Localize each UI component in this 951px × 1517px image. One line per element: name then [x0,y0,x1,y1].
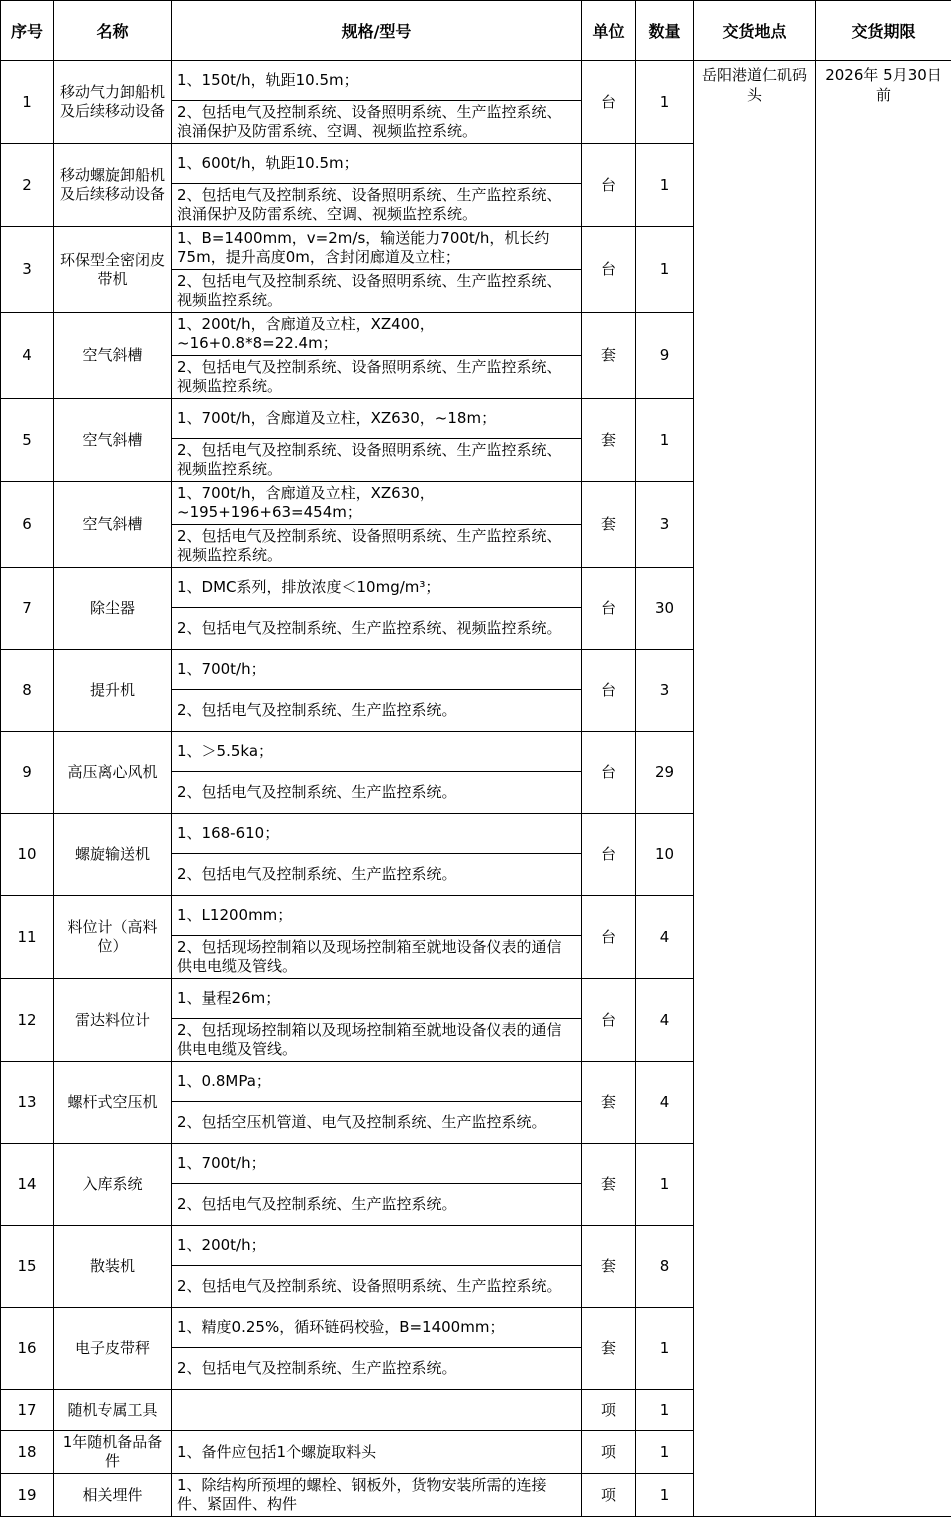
row-number-cell: 10 [1,814,54,896]
spec-cell: 2、包括电气及控制系统、设备照明系统、生产监控系统、视频监控系统。 [172,356,582,399]
spec-cell: 2、包括电气及控制系统、设备照明系统、生产监控系统、视频监控系统。 [172,439,582,482]
unit-cell: 套 [582,313,636,399]
unit-cell: 台 [582,568,636,650]
row-number-cell: 6 [1,482,54,568]
unit-cell: 台 [582,227,636,313]
quantity-cell: 1 [636,144,694,227]
spec-cell: 2、包括现场控制箱以及现场控制箱至就地设备仪表的通信供电电缆及管线。 [172,1019,582,1062]
quantity-cell: 1 [636,1144,694,1226]
table-row [1,61,951,101]
spec-cell: 2、包括电气及控制系统、设备照明系统、生产监控系统、浪涌保护及防雷系统、空调、视频监控系统。 [172,184,582,227]
unit-cell: 台 [582,896,636,979]
item-name-cell: 提升机 [54,650,172,732]
unit-cell: 台 [582,814,636,896]
unit-cell: 台 [582,144,636,227]
spec-cell: 1、700t/h； [172,1144,582,1184]
quantity-cell: 1 [636,61,694,144]
spec-cell: 1、备件应包括1个螺旋取料头 [172,1431,582,1474]
item-name-cell: 散装机 [54,1226,172,1308]
spec-cell: 1、量程26m； [172,979,582,1019]
spec-cell: 2、包括电气及控制系统、生产监控系统。 [172,854,582,896]
row-number-cell: 3 [1,227,54,313]
unit-cell: 台 [582,732,636,814]
row-number-cell: 8 [1,650,54,732]
header-delivery-deadline: 交货期限 [816,1,951,61]
table-header-row [1,1,951,61]
row-number-cell: 5 [1,399,54,482]
spec-cell: 1、精度0.25%，循环链码校验，B=1400mm； [172,1308,582,1348]
quantity-cell: 3 [636,482,694,568]
row-number-cell: 11 [1,896,54,979]
item-name-cell: 料位计（高料位） [54,896,172,979]
item-name-cell: 电子皮带秤 [54,1308,172,1390]
quantity-cell: 8 [636,1226,694,1308]
header-item-name: 名称 [54,1,172,61]
spec-cell: 1、L1200mm； [172,896,582,936]
spec-cell: 1、B=1400mm，v=2m/s，输送能力700t/h，机长约75m，提升高度0m，含封闭廊道及立柱； [172,227,582,270]
spec-cell: 2、包括电气及控制系统、设备照明系统、生产监控系统、视频监控系统。 [172,525,582,568]
item-name-cell: 高压离心风机 [54,732,172,814]
spec-cell: 2、包括电气及控制系统、生产监控系统、视频监控系统。 [172,608,582,650]
spec-cell: 1、DMC系列，排放浓度＜10mg/m³； [172,568,582,608]
row-number-cell: 16 [1,1308,54,1390]
row-number-cell: 14 [1,1144,54,1226]
unit-cell: 项 [582,1431,636,1474]
quantity-cell: 10 [636,814,694,896]
quantity-cell: 9 [636,313,694,399]
spec-cell: 1、除结构所预埋的螺栓、钢板外，货物安装所需的连接件、紧固件、构件 [172,1474,582,1517]
item-name-cell: 螺杆式空压机 [54,1062,172,1144]
unit-cell: 项 [582,1390,636,1431]
item-name-cell: 移动气力卸船机及后续移动设备 [54,61,172,144]
item-name-cell: 空气斜槽 [54,482,172,568]
table-body [1,61,951,1517]
item-name-cell: 移动螺旋卸船机及后续移动设备 [54,144,172,227]
quantity-cell: 1 [636,1308,694,1390]
unit-cell: 套 [582,1226,636,1308]
spec-cell: 1、0.8MPa； [172,1062,582,1102]
spec-cell: 2、包括电气及控制系统、设备照明系统、生产监控系统、视频监控系统。 [172,270,582,313]
row-number-cell: 4 [1,313,54,399]
delivery-location-cell: 岳阳港道仁矶码头 [694,61,816,1517]
header-quantity: 数量 [636,1,694,61]
spec-cell: 2、包括电气及控制系统、设备照明系统、生产监控系统、浪涌保护及防雷系统、空调、视频监控系统。 [172,101,582,144]
item-name-cell: 环保型全密闭皮带机 [54,227,172,313]
spec-cell: 2、包括空压机管道、电气及控制系统、生产监控系统。 [172,1102,582,1144]
quantity-cell: 4 [636,896,694,979]
header-delivery-location: 交货地点 [694,1,816,61]
spec-cell: 1、200t/h，含廊道及立柱，XZ400，~16+0.8*8=22.4m； [172,313,582,356]
quantity-cell: 1 [636,399,694,482]
quantity-cell: 4 [636,1062,694,1144]
spec-cell: 1、700t/h，含廊道及立柱，XZ630，~195+196+63=454m； [172,482,582,525]
spec-cell: 1、600t/h，轨距10.5m； [172,144,582,184]
spec-cell: 2、包括电气及控制系统、设备照明系统、生产监控系统。 [172,1266,582,1308]
row-number-cell: 7 [1,568,54,650]
quantity-cell: 3 [636,650,694,732]
spec-cell: 2、包括电气及控制系统、生产监控系统。 [172,772,582,814]
item-name-cell: 1年随机备品备件 [54,1431,172,1474]
spec-cell: 2、包括电气及控制系统、生产监控系统。 [172,690,582,732]
delivery-deadline-cell: 2026年 5月30日前 [816,61,951,1517]
row-number-cell: 2 [1,144,54,227]
spec-cell: 2、包括电气及控制系统、生产监控系统。 [172,1348,582,1390]
quantity-cell: 1 [636,1431,694,1474]
spec-cell: 1、200t/h； [172,1226,582,1266]
unit-cell: 套 [582,1062,636,1144]
item-name-cell: 空气斜槽 [54,399,172,482]
quantity-cell: 1 [636,227,694,313]
spec-cell: 1、700t/h，含廊道及立柱，XZ630，~18m； [172,399,582,439]
spec-cell: 1、150t/h，轨距10.5m； [172,61,582,101]
header-spec-model: 规格/型号 [172,1,582,61]
item-name-cell: 入库系统 [54,1144,172,1226]
unit-cell: 套 [582,1144,636,1226]
row-number-cell: 9 [1,732,54,814]
row-number-cell: 19 [1,1474,54,1517]
item-name-cell: 随机专属工具 [54,1390,172,1431]
row-number-cell: 15 [1,1226,54,1308]
header-unit: 单位 [582,1,636,61]
unit-cell: 套 [582,1308,636,1390]
quantity-cell: 1 [636,1474,694,1517]
quantity-cell: 1 [636,1390,694,1431]
spec-cell: 1、＞5.5ka； [172,732,582,772]
row-number-cell: 13 [1,1062,54,1144]
item-name-cell: 螺旋输送机 [54,814,172,896]
unit-cell: 台 [582,61,636,144]
row-number-cell: 17 [1,1390,54,1431]
unit-cell: 项 [582,1474,636,1517]
item-name-cell: 相关埋件 [54,1474,172,1517]
unit-cell: 台 [582,979,636,1062]
quantity-cell: 29 [636,732,694,814]
item-name-cell: 除尘器 [54,568,172,650]
spec-cell [172,1390,582,1431]
unit-cell: 套 [582,482,636,568]
spec-cell: 2、包括现场控制箱以及现场控制箱至就地设备仪表的通信供电电缆及管线。 [172,936,582,979]
spec-cell: 1、168-610； [172,814,582,854]
spec-cell: 2、包括电气及控制系统、生产监控系统。 [172,1184,582,1226]
quantity-cell: 30 [636,568,694,650]
row-number-cell: 12 [1,979,54,1062]
item-name-cell: 空气斜槽 [54,313,172,399]
row-number-cell: 18 [1,1431,54,1474]
quantity-cell: 4 [636,979,694,1062]
spec-cell: 1、700t/h； [172,650,582,690]
item-name-cell: 雷达料位计 [54,979,172,1062]
unit-cell: 套 [582,399,636,482]
row-number-cell: 1 [1,61,54,144]
header-serial-number: 序号 [1,1,54,61]
unit-cell: 台 [582,650,636,732]
